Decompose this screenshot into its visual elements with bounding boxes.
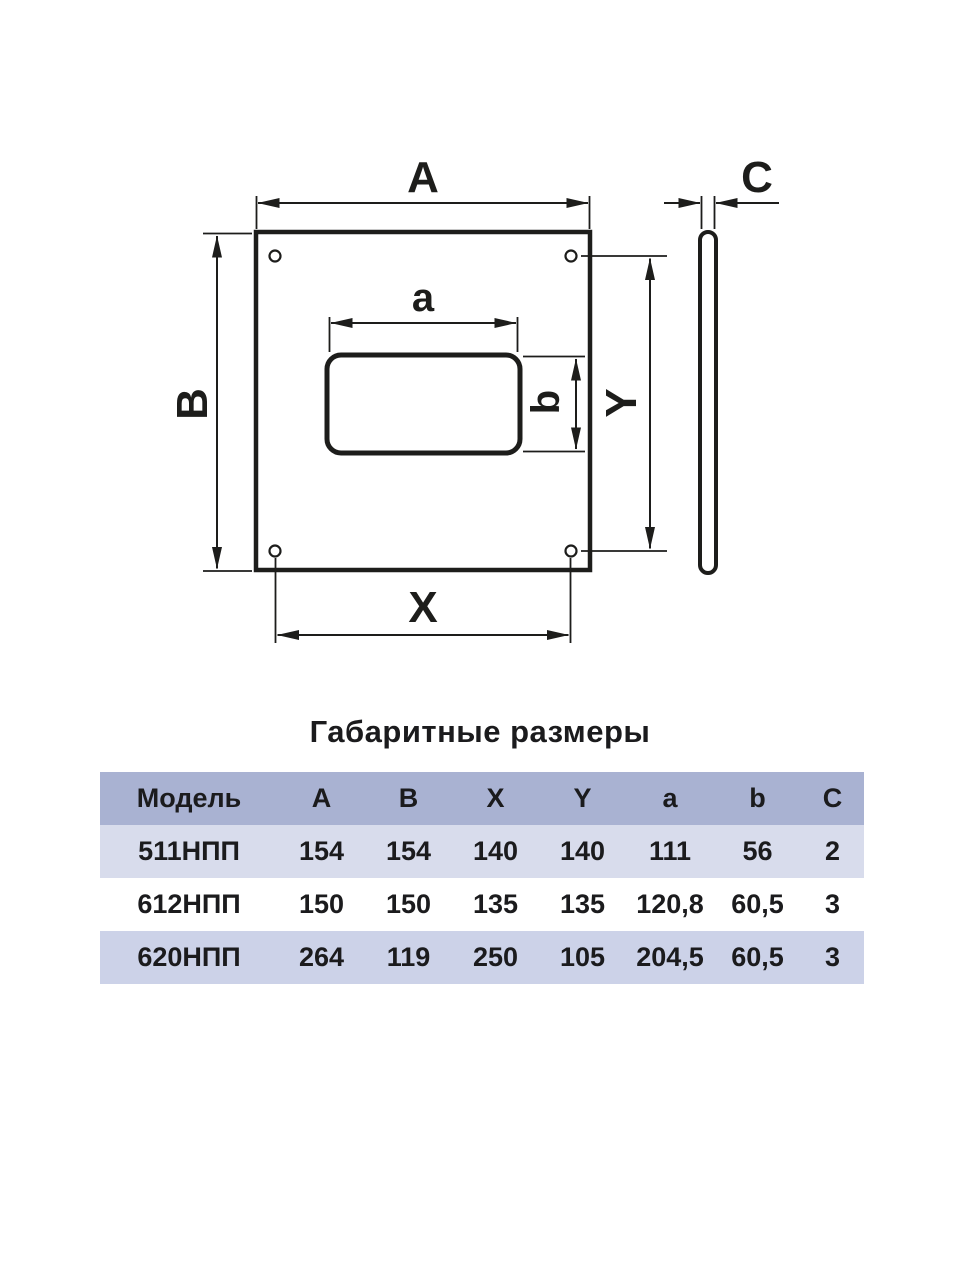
col-header-Y: Y: [573, 783, 592, 813]
dim-label-C: C: [741, 153, 773, 202]
dim-label-Y: Y: [597, 388, 646, 418]
cell-model: 511НПП: [138, 836, 240, 866]
cell-A: 264: [298, 942, 345, 972]
cell-C: 2: [824, 836, 841, 866]
mount-hole-top-right: [566, 251, 577, 262]
dimension-A: [257, 153, 590, 229]
table-row-511npp: [100, 825, 864, 878]
dim-label-a: a: [411, 276, 435, 320]
cell-X: 135: [472, 889, 519, 919]
cell-B: 154: [385, 836, 432, 866]
cell-X: 140: [472, 836, 519, 866]
dimension-B: [168, 234, 252, 572]
dimensions-table: [100, 772, 864, 984]
col-header-a: a: [662, 783, 678, 813]
cell-model: 612НПП: [137, 889, 241, 919]
col-header-model: Модель: [136, 783, 242, 813]
dimension-C: [664, 153, 779, 229]
cell-a: 204,5: [636, 942, 704, 972]
cell-Y: 135: [559, 889, 606, 919]
table-row-612npp: [100, 878, 864, 931]
side-view: [700, 232, 716, 573]
cell-X: 250: [472, 942, 519, 972]
section-title: Габаритные размеры: [309, 714, 651, 749]
table-header-row: [100, 772, 864, 825]
dim-label-b: b: [524, 389, 568, 415]
cell-C: 3: [824, 942, 841, 972]
cell-C: 3: [824, 889, 841, 919]
cell-B: 150: [385, 889, 432, 919]
cell-A: 150: [298, 889, 345, 919]
cell-b: 56: [742, 836, 773, 866]
table-row-620npp: [100, 931, 864, 984]
cell-a: 120,8: [636, 889, 704, 919]
cell-Y: 105: [559, 942, 606, 972]
col-header-B: B: [398, 783, 419, 813]
dimension-Y: [581, 256, 667, 551]
mount-hole-bottom-right: [566, 546, 577, 557]
mount-hole-bottom-left: [270, 546, 281, 557]
col-header-b: b: [749, 783, 766, 813]
cell-b: 60,5: [731, 889, 784, 919]
col-header-C: C: [822, 783, 843, 813]
cell-b: 60,5: [731, 942, 784, 972]
cell-A: 154: [298, 836, 345, 866]
cell-a: 111: [648, 836, 692, 866]
duct-opening: [327, 355, 520, 453]
side-plate-outline: [700, 232, 716, 573]
col-header-A: A: [311, 783, 332, 813]
cell-Y: 140: [559, 836, 606, 866]
col-header-X: X: [486, 783, 505, 813]
dim-label-B: B: [168, 388, 217, 420]
cell-B: 119: [386, 942, 431, 972]
mount-hole-top-left: [270, 251, 281, 262]
dim-label-X: X: [408, 583, 438, 632]
cell-model: 620НПП: [137, 942, 241, 972]
dim-label-A: A: [407, 153, 439, 202]
